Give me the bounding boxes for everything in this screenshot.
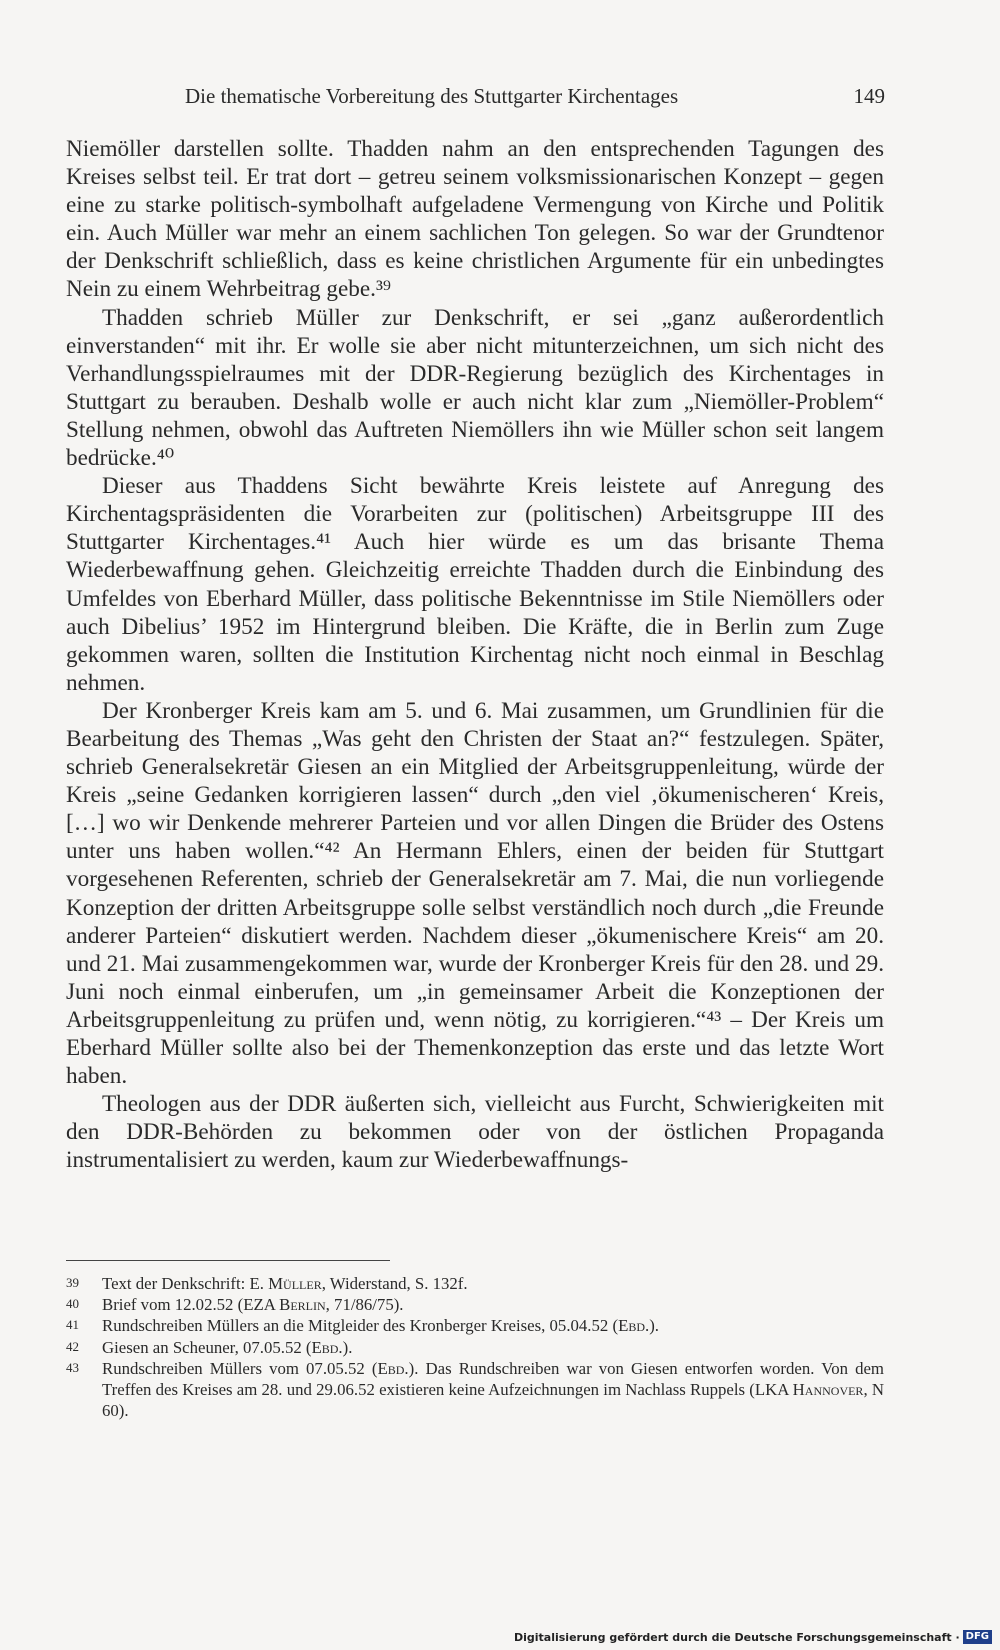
footnote-number: 39	[66, 1275, 79, 1290]
footnote-smallcaps: Ebd.	[311, 1337, 343, 1357]
footnotes	[66, 1273, 884, 1421]
footnote-number: 41	[66, 1317, 79, 1333]
footnote	[66, 1294, 884, 1315]
footnote-rule	[66, 1260, 390, 1261]
footnote-text: ).	[649, 1316, 659, 1336]
footnote-text: ).	[342, 1337, 353, 1357]
paragraph: Dieser aus Thaddens Sicht bewährte Kreis leistete auf Anregung des Kirchentagspräsidenten die Vorarbeiten zur (politischen) Arbeitsgruppe III des Stuttgarter Kirchentages.⁴¹ Auch hier würde es um das brisante Thema Wiederbewaffnung gehen. Gleichzeitig erreichte Thadden durch die Einbindung des Umfeldes von Eberhard Müller, dass politische Bekenntnisse im Stile Niemöllers oder auch Dibelius’ 1952 im Hintergrund bleiben. Die Kräfte, die in Berlin zum Zuge gekommen waren, sollten die Institution Kirchentag nicht noch einmal in Beschlag nehmen.	[66, 473, 884, 696]
footnote	[66, 1273, 884, 1294]
dfg-logo: DFG	[963, 1630, 992, 1644]
footnote-text: Text der Denkschrift: E.	[102, 1274, 269, 1293]
footnote	[66, 1358, 884, 1422]
page-number: 149	[853, 84, 885, 108]
footnote-text: ). Das Rundschreiben war von Giesen entworfen worden. Von dem Treffen des Kreises am 28. und 29.06.52 existieren keine Aufzeichnungen im Nachlass Ruppels (LKA	[102, 1358, 884, 1400]
footnote-text: Rundschreiben Müllers vom 07.05.52 (	[102, 1358, 378, 1378]
footnote-text: , N 60).	[102, 1380, 884, 1421]
running-head	[185, 84, 885, 114]
paragraph: Niemöller darstellen sollte. Thadden nahm an den entsprechenden Tagungen des Kreises selbst teil. Er trat dort – getreu seinem volksmissionarischen Konzept – gegen eine zu starke politisch-symbolhaft aufgeladene Vermengung von Kirche und Politik ein. Auch Müller war mehr an einem sachlichen Ton gelegen. So war der Grundtenor der Denkschrift schließlich, dass es keine christlichen Argumente für ein unbedingtes Nein zu einem Wehrbeitrag gebe.³⁹	[66, 136, 884, 303]
paragraph: Der Kronberger Kreis kam am 5. und 6. Mai zusammen, um Grundlinien für die Bearbeitung des Themas „Was geht den Christen der Staat an?“ festzulegen. Später, schrieb Generalsekretär Giesen an ein Mitglied der Arbeitsgruppenleitung, würde der Kreis „seine Gedanken korrigieren lassen“ durch „den viel ‚ökumenischeren‘ Kreis, […] wo wir Denkende mehrerer Parteien und vor allen Dingen die Brüder des Ostens unter uns haben wollen.“⁴² An Hermann Ehlers, einen der beiden für Stuttgart vorgesehenen Referenten, schrieb der Generalsekretär am 7. Mai, die nun vorliegende Konzeption der dritten Arbeitsgruppe solle selbst verständlich noch durch „die Freunde anderer Parteien“ diskutiert werden. Nachdem dieser „ökumenischere Kreis“ am 20. und 21. Mai zusammengekommen war, wurde der Kronberger Kreis für den 28. und 29. Juni noch einmal einberufen, um „in gemeinsamer Arbeit die Konzeptionen der Arbeitsgruppenleitung zu prüfen und, wenn nötig, zu korrigieren.“⁴³ – Der Kreis um Eberhard Müller sollte also bei der Themenkonzeption das erste und das letzte Wort haben.	[66, 697, 884, 1090]
footnote	[66, 1337, 884, 1358]
paragraph: Thadden schrieb Müller zur Denkschrift, er sei „ganz außerordentlich einverstanden“ mit ihr. Er wolle sie aber nicht mitunterzeichnen, um sich nicht des Verhandlungsspielraumes mit der DDR-Regierung bezüglich des Kirchentages in Stuttgart zu berauben. Deshalb wolle er auch nicht klar zum „Niemöller-Problem“ Stellung nehmen, obwohl das Auftreten Niemöllers ihn wie Müller schon seit langem bedrücke.⁴⁰	[66, 304, 884, 472]
footnote-number: 40	[66, 1296, 79, 1312]
footnote-smallcaps: Berlin	[279, 1295, 326, 1315]
footnote-text: Giesen an Scheuner, 07.05.52 (	[102, 1337, 312, 1357]
paragraph: Theologen aus der DDR äußerten sich, vielleicht aus Furcht, Schwierigkeiten mit den DDR-Behörden zu bekommen oder von der östlichen Propaganda instrumentalisiert zu werden, kaum zur Wiederbewaffnungs-	[66, 1091, 884, 1174]
footnote-number: 43	[66, 1359, 79, 1375]
credit-text: Digitalisierung gefördert durch die Deutsche Forschungsgemeinschaft ·	[513, 1630, 960, 1644]
footnote	[66, 1315, 884, 1336]
footnote-number: 42	[66, 1338, 79, 1354]
footnote-text: Rundschreiben Müllers an die Mitgleider des Kronberger Kreises, 05.04.52 (	[102, 1316, 619, 1336]
footnote-smallcaps: Hannover	[792, 1380, 864, 1400]
footnote-text: , 71/86/75).	[325, 1295, 404, 1315]
running-head-title: Die thematische Vorbereitung des Stuttgarter Kirchentages	[185, 84, 679, 108]
footnote-smallcaps: Ebd.	[618, 1316, 650, 1336]
footnote-smallcaps: Müller	[268, 1274, 322, 1293]
footnote-text: , Widerstand, S. 132f.	[321, 1274, 468, 1293]
digitization-credit	[514, 1628, 992, 1646]
footnote-text: Brief vom 12.02.52 (EZA	[102, 1295, 280, 1315]
body-text	[66, 135, 884, 1174]
footnote-smallcaps: Ebd.	[377, 1358, 409, 1378]
